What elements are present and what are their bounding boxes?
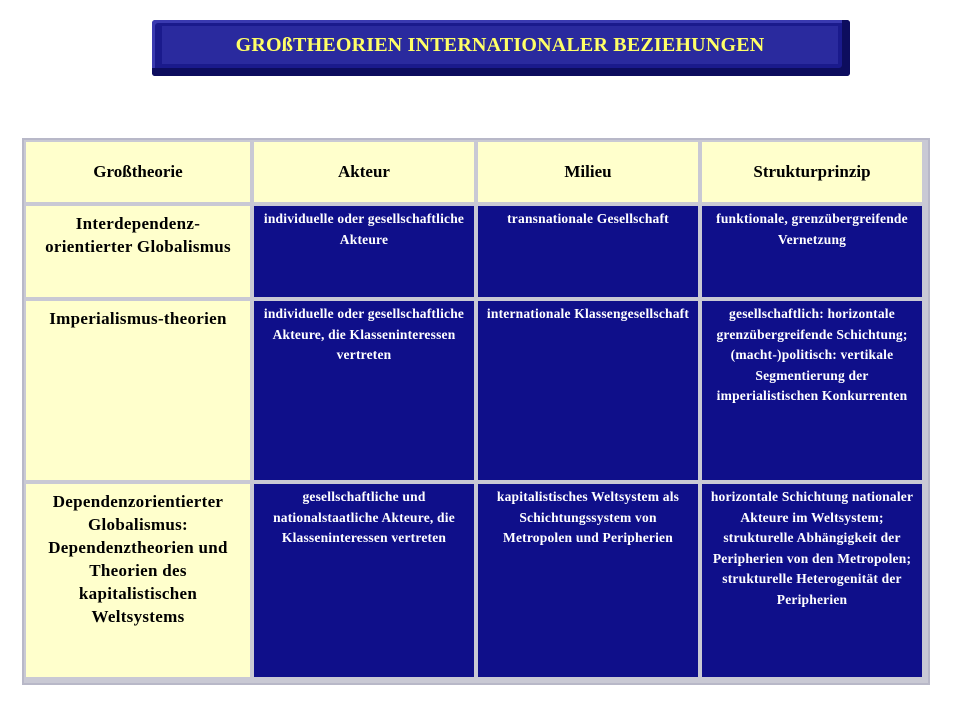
row-1-principle: funktionale, grenzübergreifende Vernetzung <box>700 204 924 299</box>
title-banner <box>152 20 850 76</box>
row-3-principle: horizontale Schichtung nationaler Akteure im Weltsystem; strukturelle Abhängigkeit der Peripherien von den Metropolen; strukturelle Heterogenität der Peripherien <box>700 482 924 679</box>
header-strukturprinzip: Strukturprinzip <box>700 140 924 204</box>
row-1-actor: individuelle oder gesellschaftliche Akteure <box>252 204 476 299</box>
row-2-principle: gesellschaftlich: horizontale grenzübergreifende Schichtung; (macht-)politisch: vertikale Segmentierung der imperialistischen Konkurrenten <box>700 299 924 482</box>
title-inner <box>162 26 838 64</box>
header-grosstheorie: Großtheorie <box>24 140 252 204</box>
theories-table <box>22 138 930 685</box>
row-3-actor: gesellschaftliche und nationalstaatliche Akteure, die Klasseninteressen vertreten <box>252 482 476 679</box>
header-akteur: Akteur <box>252 140 476 204</box>
row-1-milieu: transnationale Gesellschaft <box>476 204 700 299</box>
row-3-theory: Dependenzorientierter Globalismus: Dependenztheorien und Theorien des kapitalistischen Weltsystems <box>24 482 252 679</box>
page-title: GROßTHEORIEN INTERNATIONALER BEZIEHUNGEN <box>235 33 765 56</box>
row-3-milieu: kapitalistisches Weltsystem als Schichtungssystem von Metropolen und Peripherien <box>476 482 700 679</box>
row-2-milieu: internationale Klassengesellschaft <box>476 299 700 482</box>
row-2-actor: individuelle oder gesellschaftliche Akteure, die Klasseninteressen vertreten <box>252 299 476 482</box>
row-1-theory: Interdependenz-orientierter Globalismus <box>24 204 252 299</box>
row-2-theory: Imperialismus-theorien <box>24 299 252 482</box>
header-milieu: Milieu <box>476 140 700 204</box>
